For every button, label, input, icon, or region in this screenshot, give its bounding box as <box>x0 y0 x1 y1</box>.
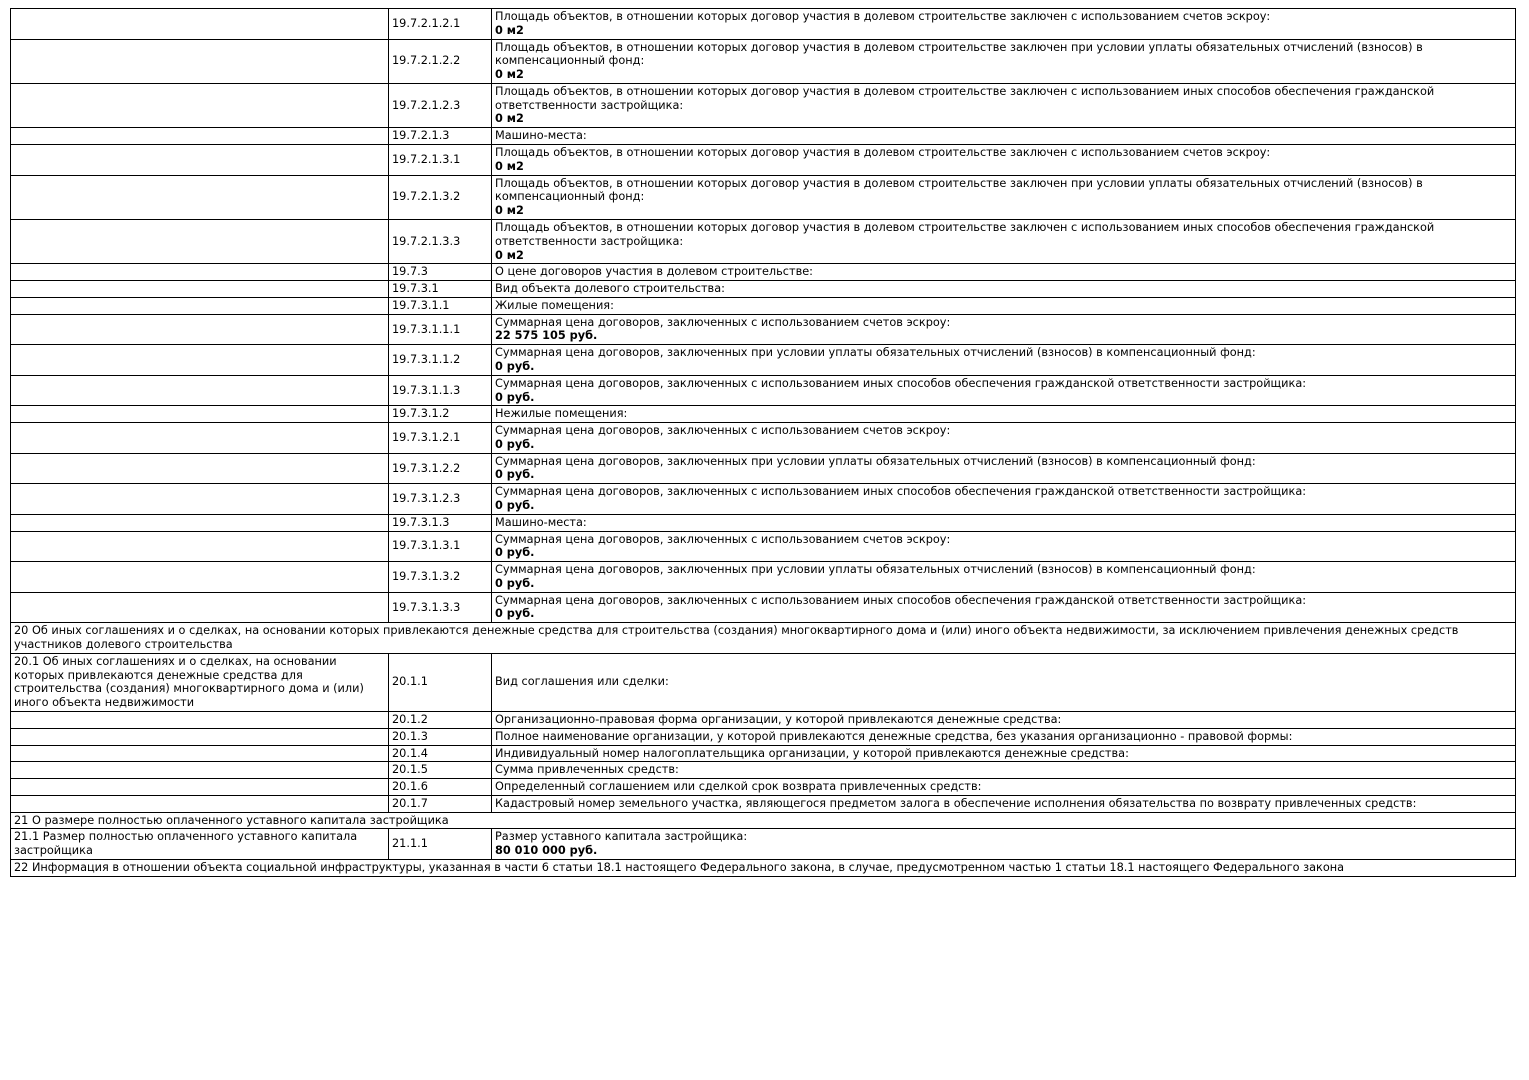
row-description-cell <box>11 345 389 376</box>
row-code-cell: 19.7.2.1.3.2 <box>389 175 492 219</box>
row-label: Суммарная цена договоров, заключенных при условии уплаты обязательных отчислений (взносов) в компенсационный фонд: <box>495 346 1256 360</box>
row-label: Суммарная цена договоров, заключенных с использованием счетов эскроу: <box>495 532 951 546</box>
row-code-cell: 19.7.3.1.2.3 <box>389 484 492 515</box>
row-description-cell <box>11 779 389 796</box>
row-label: О цене договоров участия в долевом строительстве: <box>495 265 813 279</box>
table-row <box>11 653 1516 711</box>
table-row <box>11 145 1516 176</box>
row-value: 0 м2 <box>495 68 524 82</box>
row-content-cell <box>492 39 1516 83</box>
row-value: 22 575 105 руб. <box>495 329 598 343</box>
row-description-cell <box>11 83 389 127</box>
row-code-cell: 20.1.4 <box>389 745 492 762</box>
row-label: Суммарная цена договоров, заключенных при условии уплаты обязательных отчислений (взносов) в компенсационный фонд: <box>495 563 1256 577</box>
table-row <box>11 779 1516 796</box>
table-row <box>11 531 1516 562</box>
row-description-cell <box>11 314 389 345</box>
row-label: Жилые помещения: <box>495 298 614 312</box>
row-label: Организационно-правовая форма организации, у которой привлекаются денежные средства: <box>495 712 1062 726</box>
row-value: 0 м2 <box>495 159 524 173</box>
row-label: Площадь объектов, в отношении которых договор участия в долевом строительстве заключен при условии уплаты обязательных отчислений (взносов) в компенсационный фонд: <box>495 176 1423 204</box>
row-code-cell: 19.7.3.1.3.3 <box>389 592 492 623</box>
row-content-cell <box>492 795 1516 812</box>
table-row <box>11 345 1516 376</box>
row-content-cell <box>492 375 1516 406</box>
table-row <box>11 219 1516 263</box>
row-code-cell: 19.7.3.1.1.3 <box>389 375 492 406</box>
row-code-cell: 20.1.7 <box>389 795 492 812</box>
row-description-cell <box>11 728 389 745</box>
row-code-cell: 19.7.3.1.1 <box>389 297 492 314</box>
row-value: 80 010 000 руб. <box>495 844 598 858</box>
row-label: Суммарная цена договоров, заключенных с использованием счетов эскроу: <box>495 315 951 329</box>
row-content-cell <box>492 297 1516 314</box>
row-label: Суммарная цена договоров, заключенных с использованием иных способов обеспечения гражданской ответственности застройщика: <box>495 376 1307 390</box>
section-row <box>11 623 1516 654</box>
row-code-cell: 19.7.2.1.3.1 <box>389 145 492 176</box>
row-value: 0 руб. <box>495 546 535 560</box>
row-code-cell: 20.1.2 <box>389 711 492 728</box>
row-description-cell <box>11 592 389 623</box>
row-content-cell <box>492 562 1516 593</box>
row-description-cell <box>11 406 389 423</box>
row-content-cell <box>492 264 1516 281</box>
row-content-cell <box>492 762 1516 779</box>
section-row <box>11 812 1516 829</box>
table-row <box>11 128 1516 145</box>
row-value: 0 руб. <box>495 607 535 621</box>
table-row <box>11 711 1516 728</box>
row-label: Индивидуальный номер налогоплательщика организации, у которой привлекаются денежные средства: <box>495 746 1129 760</box>
row-content-cell <box>492 745 1516 762</box>
row-code-cell: 19.7.2.1.2.2 <box>389 39 492 83</box>
row-label: Площадь объектов, в отношении которых договор участия в долевом строительстве заключен с использованием счетов эскроу: <box>495 10 1271 23</box>
row-value: 0 м2 <box>495 23 524 37</box>
row-content-cell <box>492 453 1516 484</box>
row-description-cell <box>11 711 389 728</box>
row-description-cell <box>11 484 389 515</box>
table-row <box>11 745 1516 762</box>
row-content-cell <box>492 406 1516 423</box>
row-content-cell <box>492 531 1516 562</box>
row-description-cell <box>11 9 389 40</box>
row-value: 0 руб. <box>495 499 535 512</box>
row-code-cell: 19.7.3.1 <box>389 281 492 298</box>
row-value: 0 руб. <box>495 468 535 482</box>
row-description-cell <box>11 562 389 593</box>
row-content-cell <box>492 314 1516 345</box>
row-description-cell: 20.1 Об иных соглашениях и о сделках, на основании которых привлекаются денежные средства для строительства (создания) многоквартирного дома и (или) иного объекта недвижимости <box>11 653 389 711</box>
row-description-cell <box>11 375 389 406</box>
row-description-cell <box>11 762 389 779</box>
table-row <box>11 39 1516 83</box>
row-content-cell <box>492 345 1516 376</box>
row-content-cell <box>492 829 1516 860</box>
row-code-cell: 19.7.2.1.2.3 <box>389 83 492 127</box>
row-value: 0 м2 <box>495 204 524 218</box>
section-heading: 21 О размере полностью оплаченного уставного капитала застройщика <box>11 812 1516 829</box>
row-label: Суммарная цена договоров, заключенных с использованием иных способов обеспечения гражданской ответственности застройщика: <box>495 485 1307 499</box>
row-code-cell: 19.7.2.1.3 <box>389 128 492 145</box>
row-content-cell <box>492 653 1516 711</box>
row-content-cell <box>492 728 1516 745</box>
row-description-cell <box>11 795 389 812</box>
declaration-table <box>10 8 1516 877</box>
row-label: Суммарная цена договоров, заключенных при условии уплаты обязательных отчислений (взносов) в компенсационный фонд: <box>495 454 1256 468</box>
table-row <box>11 297 1516 314</box>
row-label: Нежилые помещения: <box>495 407 628 421</box>
table-row <box>11 453 1516 484</box>
row-content-cell <box>492 514 1516 531</box>
row-label: Площадь объектов, в отношении которых договор участия в долевом строительстве заключен с использованием иных способов обеспечения гражданской ответственности застройщика: <box>495 220 1435 248</box>
row-label: Вид объекта долевого строительства: <box>495 282 725 296</box>
row-label: Вид соглашения или сделки: <box>495 675 669 689</box>
row-code-cell: 20.1.3 <box>389 728 492 745</box>
row-value: 0 руб. <box>495 359 535 373</box>
row-content-cell <box>492 592 1516 623</box>
row-description-cell: 21.1 Размер полностью оплаченного уставного капитала застройщика <box>11 829 389 860</box>
table-row <box>11 281 1516 298</box>
row-code-cell: 19.7.2.1.2.1 <box>389 9 492 40</box>
row-value: 0 м2 <box>495 248 524 262</box>
table-row <box>11 375 1516 406</box>
table-row <box>11 314 1516 345</box>
table-row <box>11 423 1516 454</box>
row-content-cell <box>492 83 1516 127</box>
row-label: Суммарная цена договоров, заключенных с использованием иных способов обеспечения гражданской ответственности застройщика: <box>495 593 1307 607</box>
row-description-cell <box>11 423 389 454</box>
section-row <box>11 859 1516 876</box>
row-code-cell: 19.7.3 <box>389 264 492 281</box>
row-code-cell: 21.1.1 <box>389 829 492 860</box>
row-code-cell: 19.7.3.1.1.2 <box>389 345 492 376</box>
table-row <box>11 264 1516 281</box>
row-code-cell: 19.7.3.1.2 <box>389 406 492 423</box>
table-row <box>11 592 1516 623</box>
table-row <box>11 762 1516 779</box>
row-description-cell <box>11 175 389 219</box>
section-heading: 22 Информация в отношении объекта социальной инфраструктуры, указанная в части 6 статьи 18.1 настоящего Федерального закона, в случае, предусмотренном частью 1 статьи 18.1 настоящего Федерального закона <box>11 859 1516 876</box>
row-content-cell <box>492 9 1516 40</box>
row-description-cell <box>11 128 389 145</box>
row-label: Суммарная цена договоров, заключенных с использованием счетов эскроу: <box>495 424 951 438</box>
row-label: Определенный соглашением или сделкой срок возврата привлеченных средств: <box>495 780 982 794</box>
table-row <box>11 406 1516 423</box>
row-content-cell <box>492 281 1516 298</box>
row-value: 0 руб. <box>495 437 535 451</box>
table-row <box>11 514 1516 531</box>
table-row <box>11 484 1516 515</box>
section-heading: 20 Об иных соглашениях и о сделках, на основании которых привлекаются денежные средства для строительства (создания) многоквартирного дома и (или) иного объекта недвижимости, за исключением привлечения денежных средств участников долевого строительства <box>11 623 1516 654</box>
row-code-cell: 20.1.5 <box>389 762 492 779</box>
row-code-cell: 20.1.1 <box>389 653 492 711</box>
row-content-cell <box>492 779 1516 796</box>
row-content-cell <box>492 175 1516 219</box>
row-code-cell: 19.7.3.1.3.2 <box>389 562 492 593</box>
declaration-table-body <box>11 9 1516 877</box>
table-row <box>11 829 1516 860</box>
row-value: 0 руб. <box>495 390 535 404</box>
row-label: Машино-места: <box>495 515 587 529</box>
row-label: Площадь объектов, в отношении которых договор участия в долевом строительстве заключен с использованием иных способов обеспечения гражданской ответственности застройщика: <box>495 84 1435 112</box>
row-content-cell <box>492 145 1516 176</box>
row-content-cell <box>492 711 1516 728</box>
row-label: Машино-места: <box>495 129 587 143</box>
row-label: Размер уставного капитала застройщика: <box>495 830 748 844</box>
row-code-cell: 19.7.3.1.2.1 <box>389 423 492 454</box>
row-content-cell <box>492 484 1516 515</box>
row-value: 0 руб. <box>495 576 535 590</box>
row-description-cell <box>11 297 389 314</box>
row-label: Кадастровый номер земельного участка, являющегося предметом залога в обеспечение исполнения обязательства по возврату привлеченных средств: <box>495 796 1417 810</box>
row-label: Сумма привлеченных средств: <box>495 763 679 777</box>
table-row <box>11 9 1516 40</box>
row-description-cell <box>11 531 389 562</box>
row-code-cell: 19.7.3.1.3.1 <box>389 531 492 562</box>
row-description-cell <box>11 745 389 762</box>
row-description-cell <box>11 281 389 298</box>
row-code-cell: 19.7.2.1.3.3 <box>389 219 492 263</box>
row-label: Площадь объектов, в отношении которых договор участия в долевом строительстве заключен с использованием счетов эскроу: <box>495 146 1271 160</box>
row-content-cell <box>492 219 1516 263</box>
row-label: Полное наименование организации, у которой привлекаются денежные средства, без указания организационно - правовой формы: <box>495 729 1293 743</box>
row-content-cell <box>492 128 1516 145</box>
table-row <box>11 175 1516 219</box>
row-code-cell: 19.7.3.1.1.1 <box>389 314 492 345</box>
row-content-cell <box>492 423 1516 454</box>
row-code-cell: 19.7.3.1.3 <box>389 514 492 531</box>
table-row <box>11 562 1516 593</box>
table-row <box>11 795 1516 812</box>
row-description-cell <box>11 453 389 484</box>
row-label: Площадь объектов, в отношении которых договор участия в долевом строительстве заключен при условии уплаты обязательных отчислений (взносов) в компенсационный фонд: <box>495 40 1423 68</box>
table-row <box>11 83 1516 127</box>
row-description-cell <box>11 514 389 531</box>
row-description-cell <box>11 264 389 281</box>
row-description-cell <box>11 219 389 263</box>
row-code-cell: 20.1.6 <box>389 779 492 796</box>
row-description-cell <box>11 39 389 83</box>
row-code-cell: 19.7.3.1.2.2 <box>389 453 492 484</box>
row-description-cell <box>11 145 389 176</box>
table-row <box>11 728 1516 745</box>
row-value: 0 м2 <box>495 112 524 126</box>
